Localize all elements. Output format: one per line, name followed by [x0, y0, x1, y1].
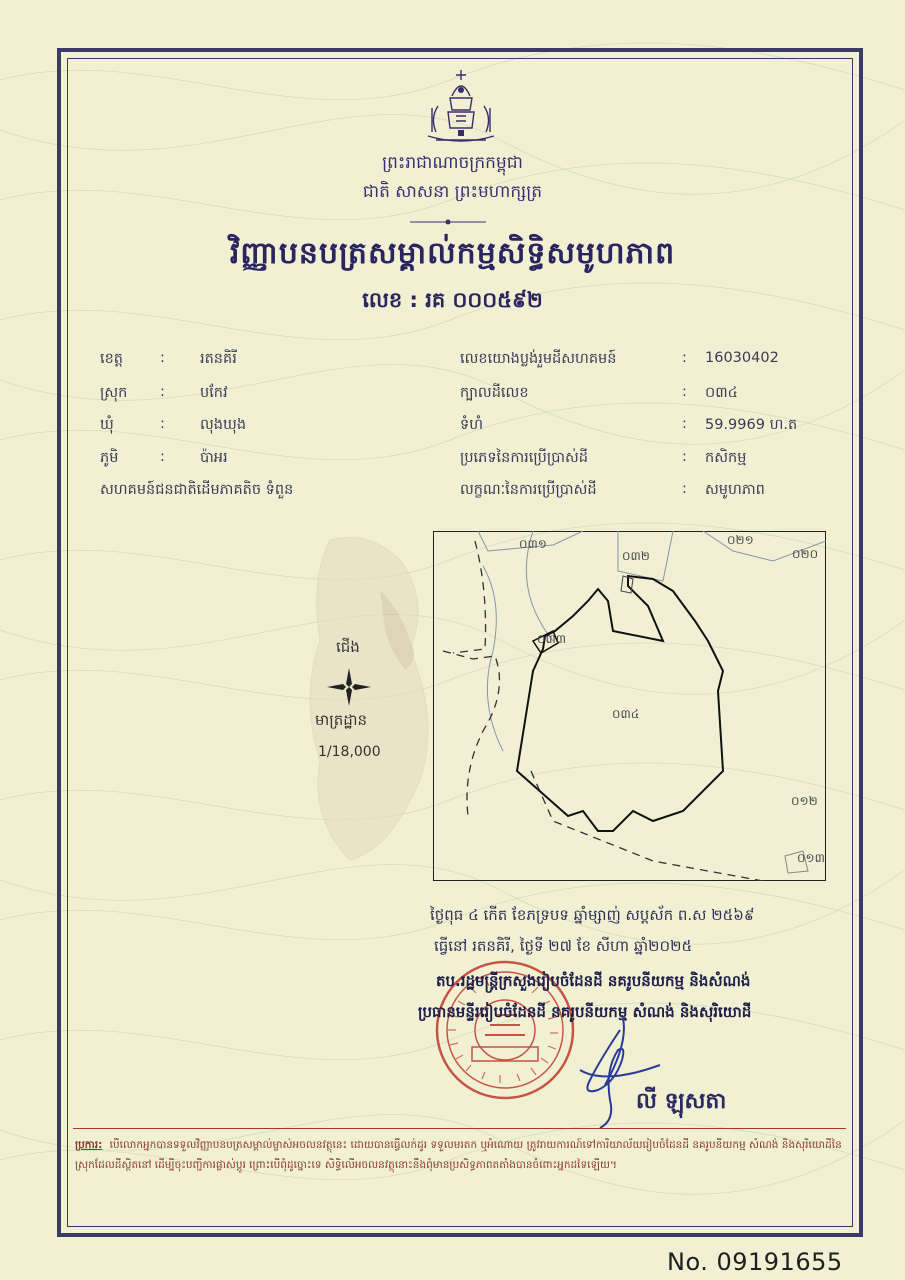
detail-value: ០៣៤ — [705, 385, 738, 401]
detail-label: លក្ខណៈនៃការប្រើប្រាស់ដី — [460, 482, 597, 498]
detail-colon: : — [682, 350, 687, 366]
north-label: ជើង — [336, 638, 360, 656]
legal-note-heading: ប្រការ: — [75, 1139, 103, 1151]
royal-emblem-icon — [418, 66, 504, 150]
serial-number: No. 09191655 — [667, 1248, 843, 1276]
detail-colon: : — [160, 416, 165, 432]
detail-value: បកែវ — [200, 385, 228, 401]
national-motto: ជាតិ សាសនា ព្រះមហាក្សត្រ — [362, 182, 543, 202]
certificate-number — [0, 287, 905, 318]
detail-label: ក្បាលដីលេខ — [460, 385, 529, 401]
scale-value: 1/18,000 — [318, 744, 381, 760]
detail-value: 16030402 — [705, 350, 779, 366]
detail-colon: : — [160, 384, 165, 400]
detail-label: ឃុំ — [100, 417, 114, 433]
parcel-label-034: ០៣៤ — [612, 707, 640, 721]
detail-label: ខេត្ត — [100, 351, 124, 367]
detail-value: 59.9969 ហ.ត — [705, 417, 798, 433]
legal-note — [73, 1128, 846, 1218]
parcel-label-033: ០៣៣ — [537, 632, 567, 646]
ornament-divider — [408, 217, 488, 227]
parcel-label-020: ០២០ — [792, 547, 819, 561]
legal-note-body: បើលោកអ្នកបានទទួលវិញ្ញាបនបត្រសម្គាល់ម្ចាស់អចលនវត្ថុនេះ ដោយបានធ្វើលក់ដូរ ទទួលមរតក ឬអំណោយ ត្រូវរាយការណ៍ទៅការិយាល័យរៀបចំដែនដី នគរូបនីយកម្ម សំណង់ និងសុរិយោដីនៃស្រុកដែលដីស្ថិតនៅ ដើម្បីចុះបញ្ជីការផ្លាស់ប្តូរ ព្រោះបើពុំដូច្នោះទេ សិទ្ធិលើអចលនវត្ថុនោះនឹងពុំមានប្រសិទ្ធភាពតតាំងបានចំពោះអ្នកដទៃឡើយ។ — [75, 1139, 842, 1171]
detail-label: លេខយោងប្លង់រួមដីសហគមន៍ — [460, 351, 617, 367]
detail-colon: : — [160, 449, 165, 465]
detail-value: រតនគិរី — [200, 351, 237, 367]
detail-colon: : — [682, 481, 687, 497]
parcel-label-032: ០៣២ — [622, 549, 650, 563]
detail-colon: : — [682, 449, 687, 465]
parcel-label-021: ០២១ — [727, 533, 754, 547]
number-value: រគ ០០០៥៩២ — [425, 288, 543, 312]
detail-label: ប្រភេទនៃការប្រើប្រាស់ដី — [460, 450, 589, 466]
legal-note-text — [75, 1135, 843, 1175]
detail-colon: : — [160, 350, 165, 366]
detail-value: លុងឃុង — [200, 417, 247, 433]
detail-colon: : — [682, 416, 687, 432]
number-colon: : — [409, 288, 426, 312]
detail-label: ស្រុក — [100, 385, 128, 401]
detail-value: ប៉ាអរ — [200, 450, 228, 466]
kingdom-name: ព្រះរាជាណាចក្រកម្ពុជា — [382, 153, 523, 173]
detail-label: ភូមិ — [100, 450, 119, 466]
parcel-label-013: ០១៣ — [797, 851, 825, 865]
detail-label: សហគមន៍ជនជាតិដើមភាគតិច ទំពួន — [100, 482, 294, 498]
number-label: លេខ — [362, 288, 403, 312]
official-title-line2: ប្រធានមន្ទីររៀបចំដែនដី នគរូបនីយកម្ម សំណង់ និងសុរិយោដី — [418, 1003, 752, 1021]
lunar-date: ថ្ងៃពុធ ៤ កើត ខែភទ្របទ ឆ្នាំម្សាញ់ សប្តស័ក ព.ស ២៥៦៩ — [430, 906, 755, 924]
signer-name: លី ឡុសតា — [636, 1089, 727, 1114]
certificate-title: វិញ្ញាបនបត្រសម្គាល់កម្មសិទ្ធិសមូហភាព — [229, 236, 676, 271]
compass-icon — [325, 666, 373, 708]
detail-colon: : — [682, 384, 687, 400]
issue-date-place: ធ្វើនៅ រតនគិរី, ថ្ងៃទី ២៧ ខែ សីហា ឆ្នាំ២០២៥ — [434, 937, 693, 955]
detail-value: សមូហភាព — [705, 482, 765, 498]
scale-label: មាត្រដ្ឋាន — [315, 711, 368, 729]
detail-label: ទំហំ — [460, 417, 484, 433]
parcel-label-031: ០៣១ — [519, 537, 547, 551]
parcel-label-012: ០១២ — [791, 794, 818, 808]
detail-value: កសិកម្ម — [705, 450, 747, 466]
official-title-line1: តប.រដ្ឋមន្ត្រីក្រសួងរៀបចំដែនដី នគរូបនីយកម្ម និងសំណង់ — [436, 972, 751, 990]
